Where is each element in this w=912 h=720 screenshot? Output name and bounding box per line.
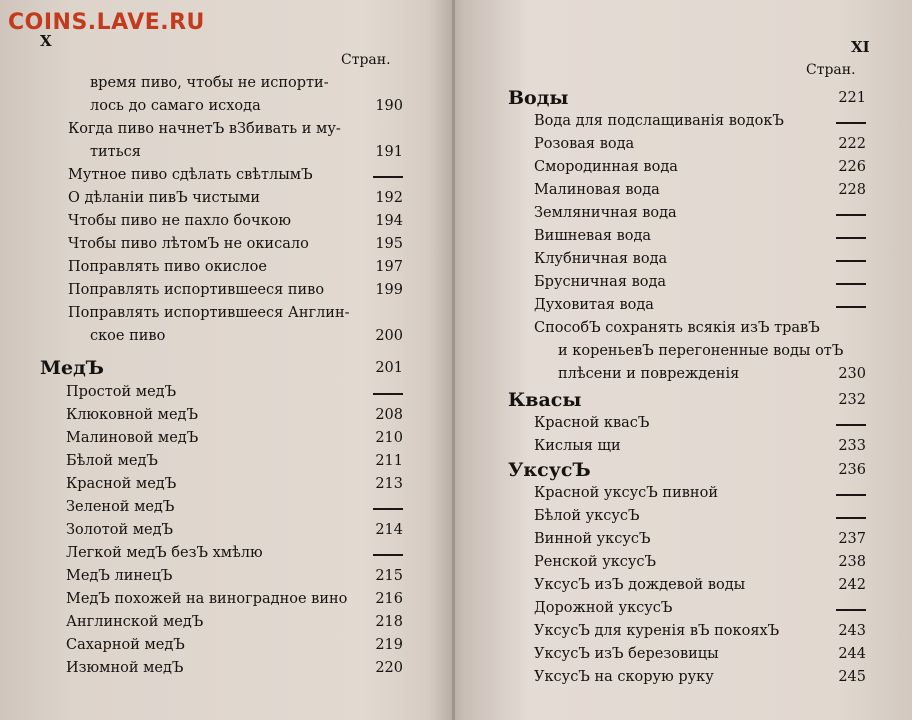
section-title: Воды [508, 87, 569, 109]
page-dash [836, 517, 866, 519]
page-number: 208 [375, 407, 403, 423]
toc-entry-line: Дорожной уксусЪ [534, 600, 673, 616]
toc-entry: Красной медЪ [66, 476, 177, 492]
page-number: 194 [375, 213, 403, 229]
toc-entry-line: Поправлять пиво окислое [68, 259, 267, 275]
page-number: 238 [838, 554, 866, 570]
page-number: 200 [375, 328, 403, 344]
page-dash [836, 609, 866, 611]
toc-entry: Простой медЪ [66, 384, 177, 400]
page-dash [373, 176, 403, 178]
toc-entry-line: Розовая вода [534, 136, 635, 152]
toc-entry: Зеленой медЪ [66, 499, 175, 515]
toc-entry: Малиновой медЪ [66, 430, 199, 446]
toc-entry-line: О дѣланіи пивЪ чистыми [68, 190, 261, 206]
page-number: 244 [838, 646, 866, 662]
toc-entry-line: Поправлять испортившееся Англин- [68, 305, 350, 321]
page-number: 221 [838, 90, 866, 106]
toc-entry-line: Винной уксусЪ [534, 531, 651, 547]
toc-entry-line: Мутное пиво сдѣлать свѣтлымЪ [68, 167, 313, 183]
toc-entry-line: Красной квасЪ [534, 415, 650, 431]
page-number: 233 [838, 438, 866, 454]
toc-entry-line: Кислыя щи [534, 438, 621, 454]
toc-entry-line: плѣсени и поврежденія [558, 366, 740, 382]
page-dash [836, 237, 866, 239]
toc-entry-line: Духовитая вода [534, 297, 654, 313]
toc-entry-line: время пиво, чтобы не испорти- [90, 75, 329, 91]
page-number: 211 [375, 453, 403, 469]
left-page-number: X [40, 32, 52, 50]
page-dash [373, 393, 403, 395]
page-number: 214 [375, 522, 403, 538]
page-number: 230 [838, 366, 866, 382]
toc-entry-line: Бѣлой уксусЪ [534, 508, 640, 524]
toc-entry: Клюковной медЪ [66, 407, 198, 423]
toc-entry-line: ское пиво [90, 328, 166, 344]
page-number: 191 [375, 144, 403, 160]
toc-entry: Сахарной медЪ [66, 637, 185, 653]
toc-entry-line: Вишневая вода [534, 228, 652, 244]
toc-entry: МедЪ линецЪ [66, 568, 173, 584]
page-number: 216 [375, 591, 403, 607]
page-number: 236 [838, 462, 866, 478]
page-number: 237 [838, 531, 866, 547]
toc-entry-line: Брусничная вода [534, 274, 667, 290]
page-number: 219 [375, 637, 403, 653]
page-dash [836, 306, 866, 308]
toc-entry-line: СпособЪ сохранять всякія изЪ травЪ [534, 320, 820, 336]
toc-entry-line: УксусЪ для куренія вЪ покояхЪ [534, 623, 780, 639]
toc-entry-line: Земляничная вода [534, 205, 677, 221]
page-number: 242 [838, 577, 866, 593]
toc-entry-line: УксусЪ изЪ березовицы [534, 646, 719, 662]
page-number: 220 [375, 660, 403, 676]
page-number: 226 [838, 159, 866, 175]
page-dash [836, 214, 866, 216]
page-dash [836, 424, 866, 426]
section-title: УксусЪ [508, 459, 591, 481]
right-page-number: XI [851, 38, 870, 56]
toc-entry-line: Малиновая вода [534, 182, 660, 198]
page-number: 201 [375, 360, 403, 376]
page-dash [373, 508, 403, 510]
page-number: 197 [375, 259, 403, 275]
toc-entry-line: Вода для подслащиванія водокЪ [534, 113, 784, 129]
toc-entry-line: титься [90, 144, 141, 160]
page-number: 215 [375, 568, 403, 584]
left-column-header: Стран. [341, 52, 391, 68]
page-number: 199 [375, 282, 403, 298]
toc-entry: Изюмной медЪ [66, 660, 184, 676]
book-spine [452, 0, 455, 720]
section-title: МедЪ [40, 357, 104, 379]
page-number: 232 [838, 392, 866, 408]
toc-entry-line: и кореньевЪ перегоненные воды отЪ [558, 343, 844, 359]
watermark: COINS.LAVE.RU [8, 10, 205, 35]
page-number: 210 [375, 430, 403, 446]
page-dash [836, 283, 866, 285]
toc-entry: МедЪ похожей на виноградное вино [66, 591, 348, 607]
page-number: 243 [838, 623, 866, 639]
toc-entry: Англинской медЪ [66, 614, 204, 630]
page-number: 213 [375, 476, 403, 492]
page-number: 228 [838, 182, 866, 198]
toc-entry-line: Чтобы пиво лѣтомЪ не окисало [68, 236, 309, 252]
page-number: 190 [375, 98, 403, 114]
toc-entry-line: Клубничная вода [534, 251, 668, 267]
page-dash [836, 494, 866, 496]
toc-entry-line: УксусЪ на скорую руку [534, 669, 714, 685]
toc-entry: Легкой медЪ безЪ хмѣлю [66, 545, 263, 561]
toc-entry: Бѣлой медЪ [66, 453, 158, 469]
page-dash [373, 554, 403, 556]
toc-entry-line: Ренской уксусЪ [534, 554, 657, 570]
toc-entry-line: УксусЪ изЪ дождевой воды [534, 577, 746, 593]
page-number: 192 [375, 190, 403, 206]
toc-entry-line: Чтобы пиво не пахло бочкою [68, 213, 292, 229]
page-number: 195 [375, 236, 403, 252]
page-dash [836, 260, 866, 262]
page-number: 218 [375, 614, 403, 630]
toc-entry-line: Когда пиво начнетЪ вЗбивать и му- [68, 121, 341, 137]
toc-entry: Золотой медЪ [66, 522, 174, 538]
page-number: 222 [838, 136, 866, 152]
page-number: 245 [838, 669, 866, 685]
toc-entry-line: Красной уксусЪ пивной [534, 485, 718, 501]
section-title: Квасы [508, 389, 582, 411]
toc-entry-line: Поправлять испортившееся пиво [68, 282, 325, 298]
page-dash [836, 122, 866, 124]
toc-entry-line: Смородинная вода [534, 159, 678, 175]
toc-entry-line: лось до самаго исхода [90, 98, 261, 114]
right-column-header: Стран. [806, 62, 856, 78]
